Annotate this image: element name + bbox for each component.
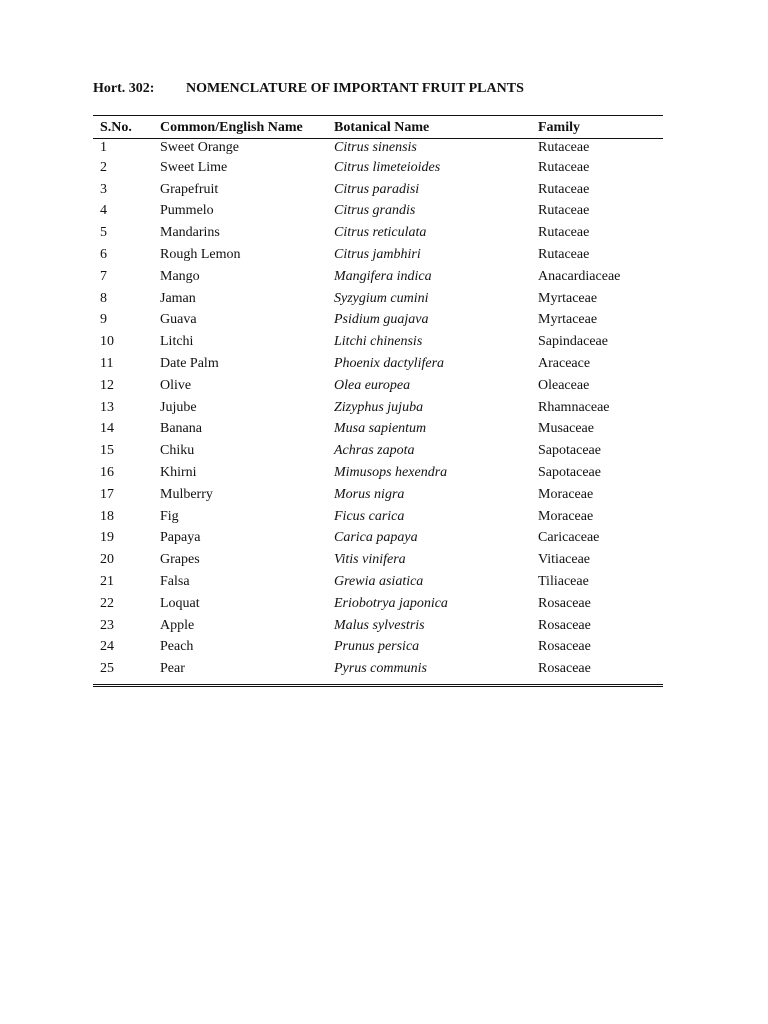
common-name-cell: Khirni [160, 465, 197, 481]
sno-cell: 22 [100, 595, 114, 611]
family-cell: Sapotaceae [538, 465, 601, 481]
table-row [93, 658, 663, 680]
sno-cell: 7 [100, 268, 107, 284]
common-name-cell: Banana [160, 421, 202, 437]
family-cell: Rutaceae [538, 181, 590, 197]
page-title: NOMENCLATURE OF IMPORTANT FRUIT PLANTS [186, 81, 524, 96]
common-name-cell: Loquat [160, 595, 200, 611]
sno-cell: 4 [100, 203, 107, 219]
botanical-name-cell: Citrus paradisi [334, 181, 420, 197]
family-cell: Rutaceae [538, 203, 590, 219]
column-header-family: Family [538, 116, 663, 139]
botanical-name-cell: Litchi chinensis [334, 334, 423, 350]
common-name-cell: Mandarins [160, 225, 220, 241]
table-row [93, 222, 663, 244]
family-cell: Rutaceae [538, 140, 590, 155]
table-row [93, 419, 663, 441]
sno-cell: 23 [100, 617, 114, 633]
botanical-name-cell: Zizyphus jujuba [334, 399, 424, 415]
sno-cell: 16 [100, 465, 114, 481]
common-name-cell: Jujube [160, 399, 197, 415]
botanical-name-cell: Syzygium cumini [334, 290, 429, 306]
nomenclature-table [93, 115, 663, 680]
sno-cell: 6 [100, 247, 107, 263]
common-name-cell: Jaman [160, 290, 196, 306]
sno-cell: 25 [100, 661, 114, 677]
table-row [93, 266, 663, 288]
sno-cell: 15 [100, 443, 114, 459]
sno-cell: 21 [100, 574, 114, 590]
table-row [93, 288, 663, 310]
table-row [93, 462, 663, 484]
common-name-cell: Grapefruit [160, 181, 219, 197]
family-cell: Caricaceae [538, 530, 600, 546]
family-cell: Musaceae [538, 421, 594, 437]
table-row [93, 310, 663, 332]
common-name-cell: Apple [160, 617, 195, 633]
botanical-name-cell: Pyrus communis [334, 661, 427, 677]
common-name-cell: Grapes [160, 552, 200, 568]
common-name-cell: Pear [160, 661, 185, 677]
family-cell: Rosaceae [538, 639, 591, 655]
table-row [93, 528, 663, 550]
family-cell: Oleaceae [538, 377, 590, 393]
common-name-cell: Fig [160, 508, 179, 524]
table-row [93, 484, 663, 506]
sno-cell: 8 [100, 290, 107, 306]
common-name-cell: Rough Lemon [160, 247, 241, 263]
column-header-sno: S.No. [93, 116, 160, 139]
sno-cell: 19 [100, 530, 114, 546]
common-name-cell: Pummelo [160, 203, 214, 219]
family-cell: Rutaceae [538, 225, 590, 241]
common-name-cell: Litchi [160, 334, 194, 350]
botanical-name-cell: Citrus limeteioides [334, 159, 441, 175]
table-row [93, 244, 663, 266]
course-code: Hort. 302: [93, 81, 155, 96]
botanical-name-cell: Citrus grandis [334, 203, 416, 219]
sno-cell: 18 [100, 508, 114, 524]
table-row [93, 593, 663, 615]
table-header-row [93, 116, 663, 139]
column-header-botanical-name: Botanical Name [334, 116, 538, 139]
family-cell: Rosaceae [538, 617, 591, 633]
common-name-cell: Guava [160, 312, 197, 328]
table-row [93, 549, 663, 571]
sno-cell: 17 [100, 486, 114, 502]
table-row [93, 571, 663, 593]
nomenclature-table-container [93, 115, 663, 687]
botanical-name-cell: Morus nigra [334, 486, 405, 502]
family-cell: Myrtaceae [538, 290, 598, 306]
document-header [93, 81, 524, 97]
botanical-name-cell: Musa sapientum [334, 421, 427, 437]
common-name-cell: Mango [160, 268, 200, 284]
family-cell: Rosaceae [538, 661, 591, 677]
family-cell: Moraceae [538, 486, 594, 502]
sno-cell: 12 [100, 377, 114, 393]
family-cell: Vitiaceae [538, 552, 591, 568]
sno-cell: 5 [100, 225, 107, 241]
common-name-cell: Falsa [160, 574, 190, 590]
family-cell: Rosaceae [538, 595, 591, 611]
botanical-name-cell: Vitis vinifera [334, 552, 406, 568]
common-name-cell: Mulberry [160, 486, 213, 502]
sno-cell: 3 [100, 181, 107, 197]
table-row [93, 375, 663, 397]
botanical-name-cell: Citrus sinensis [334, 140, 417, 155]
botanical-name-cell: Citrus reticulata [334, 225, 427, 241]
table-bottom-double-rule [93, 684, 663, 687]
family-cell: Myrtaceae [538, 312, 598, 328]
sno-cell: 1 [100, 140, 107, 155]
family-cell: Anacardiaceae [538, 268, 621, 284]
sno-cell: 10 [100, 334, 114, 350]
table-row [93, 615, 663, 637]
botanical-name-cell: Prunus persica [334, 639, 420, 655]
table-header [93, 116, 663, 139]
botanical-name-cell: Citrus jambhiri [334, 247, 421, 263]
table-row [93, 440, 663, 462]
table-body [93, 139, 663, 681]
common-name-cell: Olive [160, 377, 192, 393]
common-name-cell: Peach [160, 639, 194, 655]
botanical-name-cell: Ficus carica [334, 508, 405, 524]
botanical-name-cell: Mangifera indica [334, 268, 432, 284]
sno-cell: 2 [100, 159, 107, 175]
table-row [93, 506, 663, 528]
table-row [93, 331, 663, 353]
table-row [93, 139, 663, 158]
table-row [93, 637, 663, 659]
common-name-cell: Date Palm [160, 356, 219, 372]
table-row [93, 353, 663, 375]
botanical-name-cell: Mimusops hexendra [334, 465, 448, 481]
common-name-cell: Sweet Lime [160, 159, 228, 175]
table-row [93, 201, 663, 223]
family-cell: Sapotaceae [538, 443, 601, 459]
botanical-name-cell: Malus sylvestris [334, 617, 425, 633]
botanical-name-cell: Carica papaya [334, 530, 418, 546]
botanical-name-cell: Grewia asiatica [334, 574, 424, 590]
table-row [93, 157, 663, 179]
botanical-name-cell: Olea europea [334, 377, 411, 393]
botanical-name-cell: Phoenix dactylifera [334, 356, 445, 372]
sno-cell: 20 [100, 552, 114, 568]
family-cell: Rhamnaceae [538, 399, 610, 415]
family-cell: Rutaceae [538, 159, 590, 175]
table-row [93, 179, 663, 201]
sno-cell: 9 [100, 312, 107, 328]
common-name-cell: Papaya [160, 530, 201, 546]
sno-cell: 14 [100, 421, 114, 437]
family-cell: Moraceae [538, 508, 594, 524]
family-cell: Sapindaceae [538, 334, 608, 350]
botanical-name-cell: Psidium guajava [334, 312, 429, 328]
common-name-cell: Chiku [160, 443, 195, 459]
botanical-name-cell: Eriobotrya japonica [334, 595, 448, 611]
sno-cell: 11 [100, 356, 114, 372]
family-cell: Tiliaceae [538, 574, 589, 590]
common-name-cell: Sweet Orange [160, 140, 239, 155]
sno-cell: 13 [100, 399, 114, 415]
column-header-common-name: Common/English Name [160, 116, 334, 139]
family-cell: Araceace [538, 356, 591, 372]
botanical-name-cell: Achras zapota [334, 443, 415, 459]
sno-cell: 24 [100, 639, 114, 655]
table-row [93, 397, 663, 419]
family-cell: Rutaceae [538, 247, 590, 263]
